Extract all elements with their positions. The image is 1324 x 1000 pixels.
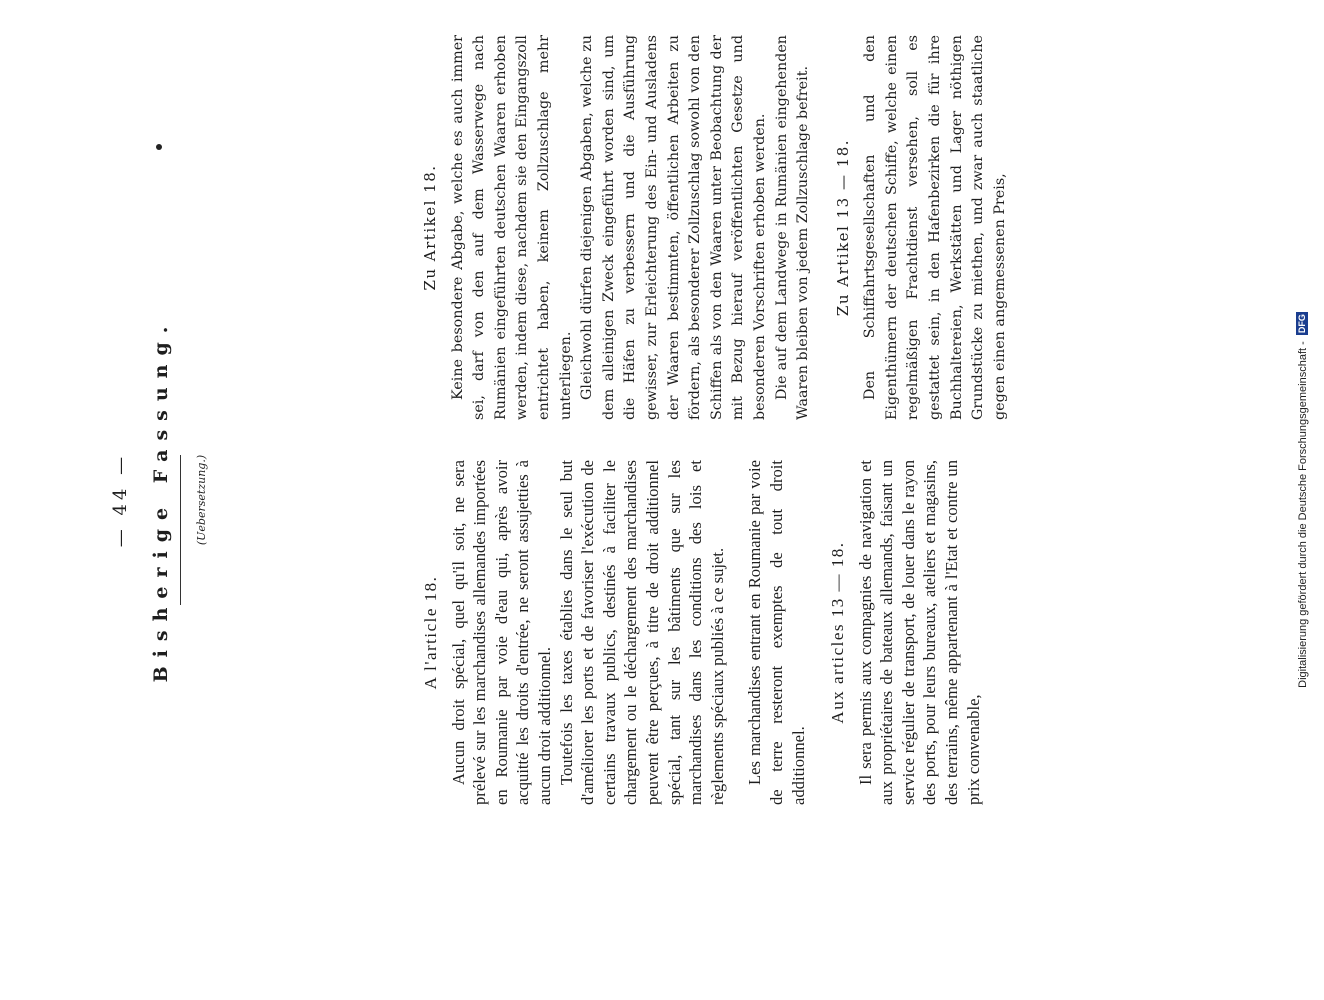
page-number: — 44 — — [110, 452, 131, 548]
german-article-18-paragraph-2: Gleichwohl dürfen diejenigen Abgaben, welche zu dem alleinigen Zweck eingeführt worden sind, um die Häfen zu verbessern und die Ausführung gewisser, zur Erleichterung des Ein- und Ausladens der Waaren bestimmten, öffentlichen Arbeiten zu fördern, als besonderer Zollzuschlag sowohl von den Schiffen als von den Waaren unter Beobachtung der mit Bezug hierauf veröffentlichten Gesetze und besonderen Vorschriften erhoben werden. — [579, 35, 768, 420]
french-article-18-paragraph-3: Les marchandises entrant en Roumanie par voie de terre resteront exemptes de tout droit additionnel. — [745, 460, 808, 805]
french-article-18-title: A l'article 18. — [421, 575, 440, 690]
ink-dot — [156, 144, 162, 150]
page-subheading: (Uebersetzung.) — [195, 454, 208, 546]
german-column — [420, 35, 1011, 420]
page-heading: Bisherige Fassung. — [150, 317, 172, 683]
german-articles-13-18-paragraph-1: Den Schiffahrtsgesellschaften und den Eigenthümern der deutschen Schiffe, welche einen regelmäßigen Frachtdienst versehen, soll es gestattet sein, in den Hafenbezirken die für ihre Buchhaltereien, Werkstätten und Lager nöthigen Grundstücke zu miethen, und zwar auch staatliche gegen einen angemessenen Preis, — [862, 35, 1008, 420]
french-article-18-paragraph-2: Toutefois les taxes établies dans le seul but d'améliorer les ports et de favoriser l'exécution de certains travaux publics, destinés à faciliter le chargement ou le déchargement des marchandises peuvent être perçues, à titre de droit additionnel spécial, tant sur les bâtiments que sur les marchandises dans les conditions des lois et règlements spéciaux publiés à ce sujet. — [556, 460, 727, 805]
heading-rule — [180, 455, 181, 605]
digitization-credit-text: Digitalisierung gefördert durch die Deutsche Forschungsgemeinschaft - — [1297, 341, 1309, 688]
french-articles-13-18-paragraph-1: Il sera permis aux compagnies de navigation et aux propriétaires de bateaux allemands, faisant un service régulier de transport, de louer dans le rayon des ports, pour leurs bureaux, ateliers et magasins, des terrains, même appartenant à l'Etat et contre un prix convenable, — [855, 460, 983, 805]
german-article-18-title: Zu Artikel 18. — [421, 164, 439, 291]
german-articles-13-18-title: Zu Artikel 13 — 18. — [833, 138, 852, 317]
dfg-logo: DFG — [1297, 314, 1307, 334]
french-column — [420, 460, 984, 805]
digitization-credit — [1296, 0, 1309, 1000]
french-articles-13-18-title: Aux articles 13 — 18. — [828, 541, 848, 724]
french-article-18-paragraph-1: Aucun droit spécial, quel qu'il soit, ne sera prélevé sur les marchandises allemandes importées en Roumanie par voie d'eau qui, après avoir acquitté les droits d'entrée, ne seront assujetties à aucun droit additionnel. — [448, 460, 554, 805]
german-article-18-paragraph-1: Keine besondere Abgabe, welche es auch immer sei, darf von den auf dem Wasserwege nach Rumänien eingeführten deutschen Waaren erhoben werden, indem diese, nachdem sie den Eingangszoll entrichtet haben, keinem Zollzuschlage mehr unterliegen. — [449, 35, 574, 420]
german-article-18-paragraph-3: Die auf dem Landwege in Rumänien eingehenden Waaren bleiben von jedem Zollzuschlage befreit. — [773, 35, 812, 420]
